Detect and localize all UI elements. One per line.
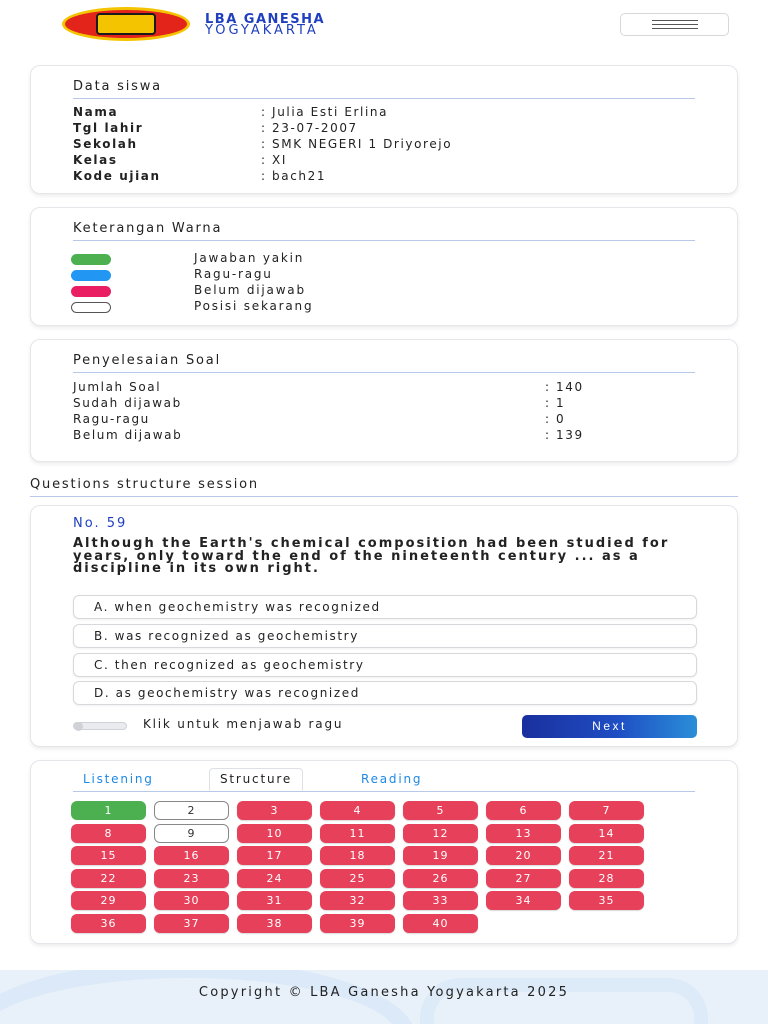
- progress-value: : 140: [545, 380, 584, 394]
- white-status-icon: [71, 302, 111, 313]
- tab-listening[interactable]: Listening: [83, 772, 154, 786]
- question-number-grid: [71, 801, 701, 941]
- question-number-button[interactable]: 36: [71, 914, 146, 933]
- question-number-button[interactable]: 15: [71, 846, 146, 865]
- divider: [30, 496, 738, 497]
- progress-label: Belum dijawab: [73, 428, 183, 442]
- field-value: : SMK NEGERI 1 Driyorejo: [261, 137, 453, 151]
- legend-label-current: Posisi sekarang: [194, 299, 314, 313]
- question-number-button[interactable]: 16: [154, 846, 229, 865]
- tab-structure[interactable]: Structure: [209, 768, 303, 791]
- footer: [0, 970, 768, 1024]
- question-number-button[interactable]: 29: [71, 891, 146, 910]
- divider: [73, 372, 695, 373]
- question-number-button[interactable]: 33: [403, 891, 478, 910]
- student-card-title: Data siswa: [73, 79, 162, 94]
- legend-label-doubt: Ragu-ragu: [194, 267, 273, 281]
- tab-reading[interactable]: Reading: [361, 772, 423, 786]
- doubt-toggle[interactable]: [73, 722, 127, 730]
- blue-status-icon: [71, 270, 111, 281]
- question-number-button[interactable]: 26: [403, 869, 478, 888]
- field-label: Kelas: [73, 153, 118, 167]
- section-tabs: [73, 770, 695, 792]
- lba-logo-icon[interactable]: [62, 7, 190, 41]
- question-number-button[interactable]: 22: [71, 869, 146, 888]
- progress-label: Ragu-ragu: [73, 412, 150, 426]
- option-b[interactable]: B. was recognized as geochemistry: [73, 624, 697, 648]
- question-number-button[interactable]: 32: [320, 891, 395, 910]
- section-title: Questions structure session: [30, 477, 259, 492]
- field-label: Sekolah: [73, 137, 138, 151]
- option-c[interactable]: C. then recognized as geochemistry: [73, 653, 697, 677]
- progress-value: : 1: [545, 396, 566, 410]
- hamburger-line: [652, 24, 698, 25]
- logo-emblem-icon: [96, 13, 156, 35]
- field-label: Kode ujian: [73, 169, 161, 183]
- field-label: Tgl lahir: [73, 121, 144, 135]
- question-number-button[interactable]: 14: [569, 824, 644, 843]
- question-number-button[interactable]: 6: [486, 801, 561, 820]
- question-text: Although the Earth's chemical composition had been studied for years, only toward the end of the nineteenth century ... as a discipline in its own right.: [73, 536, 670, 576]
- question-number-button[interactable]: 40: [403, 914, 478, 933]
- progress-label: Sudah dijawab: [73, 396, 182, 410]
- question-number-button[interactable]: 2: [154, 801, 229, 820]
- question-number-button[interactable]: 10: [237, 824, 312, 843]
- question-number-button[interactable]: 5: [403, 801, 478, 820]
- question-number-button[interactable]: 20: [486, 846, 561, 865]
- legend-label-unanswered: Belum dijawab: [194, 283, 306, 297]
- option-a[interactable]: A. when geochemistry was recognized: [73, 595, 697, 619]
- copyright-text: Copyright © LBA Ganesha Yogyakarta 2025: [198, 985, 570, 1000]
- question-number-button[interactable]: 12: [403, 824, 478, 843]
- question-number-button[interactable]: 9: [154, 824, 229, 843]
- brand: [205, 14, 325, 36]
- question-number-button[interactable]: 38: [237, 914, 312, 933]
- field-value: : XI: [261, 153, 288, 167]
- divider: [73, 240, 695, 241]
- question-number-button[interactable]: 27: [486, 869, 561, 888]
- hamburger-line: [652, 28, 698, 29]
- option-d[interactable]: D. as geochemistry was recognized: [73, 681, 697, 705]
- question-number-button[interactable]: 1: [71, 801, 146, 820]
- brand-name: LBA GANESHA: [205, 12, 326, 27]
- doubt-toggle-label: Klik untuk menjawab ragu: [143, 717, 344, 731]
- question-number-button[interactable]: 19: [403, 846, 478, 865]
- student-data-card: [30, 65, 738, 194]
- field-value: : Julia Esti Erlina: [261, 105, 389, 119]
- header: [0, 0, 768, 52]
- question-navigator-card: [30, 760, 738, 944]
- progress-value: : 139: [545, 428, 584, 442]
- question-number-button[interactable]: 17: [237, 846, 312, 865]
- question-number-button[interactable]: 24: [237, 869, 312, 888]
- question-number-button[interactable]: 18: [320, 846, 395, 865]
- question-number: No. 59: [73, 516, 128, 531]
- question-number-button[interactable]: 28: [569, 869, 644, 888]
- field-value: : 23-07-2007: [261, 121, 358, 135]
- question-number-button[interactable]: 11: [320, 824, 395, 843]
- question-number-button[interactable]: 23: [154, 869, 229, 888]
- field-value: : bach21: [261, 169, 327, 183]
- question-number-button[interactable]: 4: [320, 801, 395, 820]
- question-number-button[interactable]: 31: [237, 891, 312, 910]
- question-number-button[interactable]: 8: [71, 824, 146, 843]
- legend-label-answered: Jawaban yakin: [194, 251, 305, 265]
- question-number-button[interactable]: 7: [569, 801, 644, 820]
- color-legend-card: [30, 207, 738, 326]
- hamburger-menu-button[interactable]: [620, 13, 729, 36]
- question-number-button[interactable]: 35: [569, 891, 644, 910]
- progress-card: [30, 339, 738, 462]
- next-button[interactable]: Next: [522, 715, 697, 738]
- question-number-button[interactable]: 37: [154, 914, 229, 933]
- question-number-button[interactable]: 13: [486, 824, 561, 843]
- field-label: Nama: [73, 105, 119, 119]
- green-status-icon: [71, 254, 111, 265]
- divider: [73, 98, 695, 99]
- legend-card-title: Keterangan Warna: [73, 221, 223, 236]
- question-number-button[interactable]: 3: [237, 801, 312, 820]
- hamburger-line: [652, 20, 698, 21]
- question-card: [30, 505, 738, 747]
- red-status-icon: [71, 286, 111, 297]
- question-number-button[interactable]: 30: [154, 891, 229, 910]
- question-number-button[interactable]: 25: [320, 869, 395, 888]
- question-number-button[interactable]: 39: [320, 914, 395, 933]
- question-number-button[interactable]: 21: [569, 846, 644, 865]
- progress-card-title: Penyelesaian Soal: [73, 353, 221, 368]
- progress-value: : 0: [545, 412, 566, 426]
- brand-city: YOGYAKARTA: [205, 23, 319, 38]
- progress-label: Jumlah Soal: [73, 380, 162, 394]
- question-number-button[interactable]: 34: [486, 891, 561, 910]
